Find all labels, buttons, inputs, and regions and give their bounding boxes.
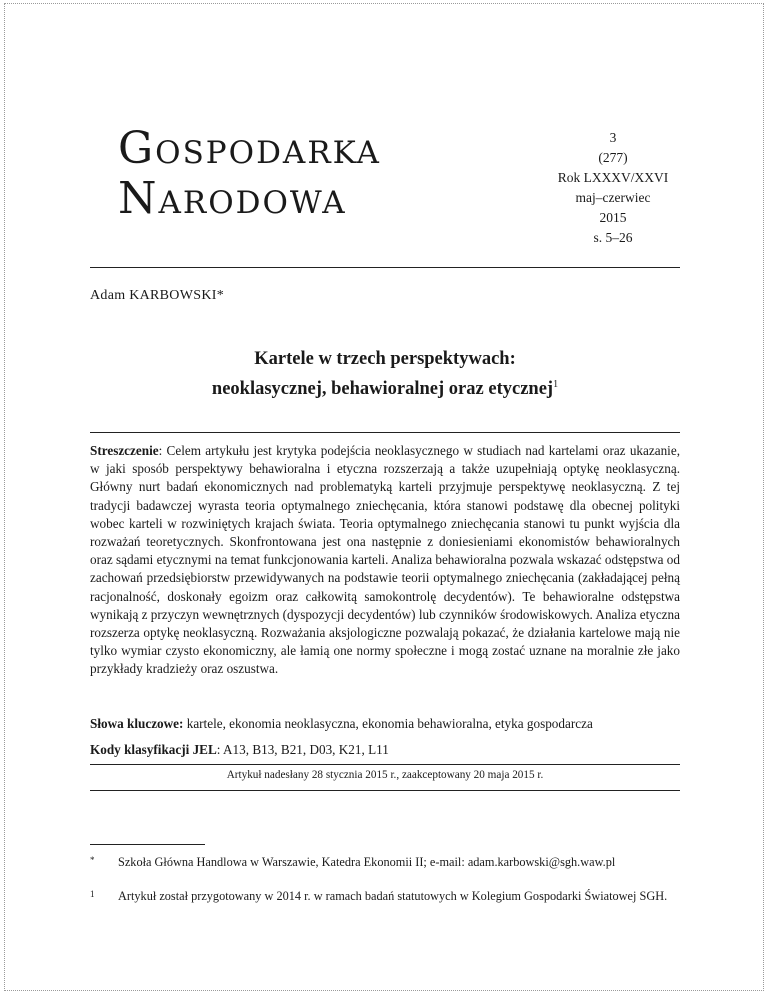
year: 2015 [599, 210, 627, 225]
footnote-rule [90, 844, 205, 845]
submitted-divider-top [90, 764, 680, 765]
volume: Rok LXXXV/XXVI [557, 170, 669, 185]
footnote-mark: * [90, 855, 95, 865]
article-title-line-1: Kartele w trzech perspektywach: [254, 349, 516, 369]
footnote-mark: 1 [90, 889, 95, 899]
keywords-text: kartele, ekonomia neoklasyczna, ekonomia behawioralna, etyka gospodarcza [183, 716, 593, 731]
abstract-label: Streszczenie [90, 443, 159, 458]
article-title [90, 346, 680, 402]
submission-dates: Artykuł nadesłany 28 stycznia 2015 r., zaakceptowany 20 maja 2015 r. [226, 769, 544, 781]
months: maj–czerwiec [575, 190, 651, 205]
abstract-divider [90, 432, 680, 433]
jel-codes [90, 742, 680, 758]
title-footnote-ref[interactable]: 1 [553, 379, 559, 390]
issue-total: (277) [598, 150, 628, 165]
abstract-text: : Celem artykułu jest krytyka podejścia neoklasycznego w studiach nad kartelami oraz ukazanie, w jaki sposób perspektywy behawioralna i etyczna rozszerzają a także uzupełniają optykę neoklasyczną. Główny nurt badań ekonomicznych nad problematyką karteli przyjmuje perspektywę neoklasyczną. Z tej tradycji badawczej wyrasta teoria optymalnego zniechęcania, która stanowi podstawę dla obecnej polityki wobec karteli w rozwiniętych krajach świata. Teoria optymalnego zniechęcania stanowi tu punkt wyjścia dla rozważań teoretycznych. Skonfrontowana jest ona następnie z doniesieniami ekonomistów behawioralnych oraz sądami etycznymi na temat funkcjonowania karteli. Analiza behawioralna pozwala wskazać odstępstwa od zachowań przedsiębiorstw przewidywanych na podstawie teorii optymalnego zniechęcania (zakładającej pełną racjonalność, doskonały egoizm oraz całkowitą samokontrolę decydentów). Te behawioralne odstępstwa wynikają z przyczyn wewnętrznych (dyspozycji decydentów) lub czynników środowiskowych. Analiza etyczna rozszerza optykę neoklasyczną. Rozważania aksjologiczne pozwalają pokazać, że działania kartelowe mają nie tylko wymiar czysto ekonomiczny, ale łamią one normy społeczne i mogą zostać uznane na moralnie złe jako przykłady kradzieży oraz oszustwa. [90, 443, 680, 677]
keywords [90, 716, 690, 732]
journal-title [118, 124, 498, 224]
jel-label: Kody klasyfikacji JEL [90, 742, 217, 757]
issue-info [548, 128, 678, 248]
submitted-divider-bottom [90, 790, 680, 791]
footnote-text: Szkoła Główna Handlowa w Warszawie, Katedra Ekonomii II; e-mail: adam.karbowski@sgh.waw.pl [118, 855, 616, 869]
abstract [90, 442, 680, 679]
article-title-line-2-text: neoklasycznej, behawioralnej oraz etycznej [211, 379, 554, 400]
footnote-text: Artykuł został przygotowany w 2014 r. w ramach badań statutowych w Kolegium Gospodarki Światowej SGH. [118, 889, 668, 903]
journal-title-line-2: Narodowa [118, 173, 347, 224]
footnote-funding [90, 888, 680, 905]
jel-text: : A13, B13, B21, D03, K21, L11 [216, 742, 389, 757]
pages: s. 5–26 [593, 230, 633, 245]
journal-title-line-1: Gospodarka [118, 123, 381, 174]
author: Adam KARBOWSKI* [90, 288, 224, 303]
article-title-line-2 [90, 372, 680, 402]
footnote-author [90, 854, 680, 871]
header-divider [90, 267, 680, 268]
issue-number: 3 [609, 130, 617, 145]
keywords-label: Słowa kluczowe: [90, 716, 184, 731]
